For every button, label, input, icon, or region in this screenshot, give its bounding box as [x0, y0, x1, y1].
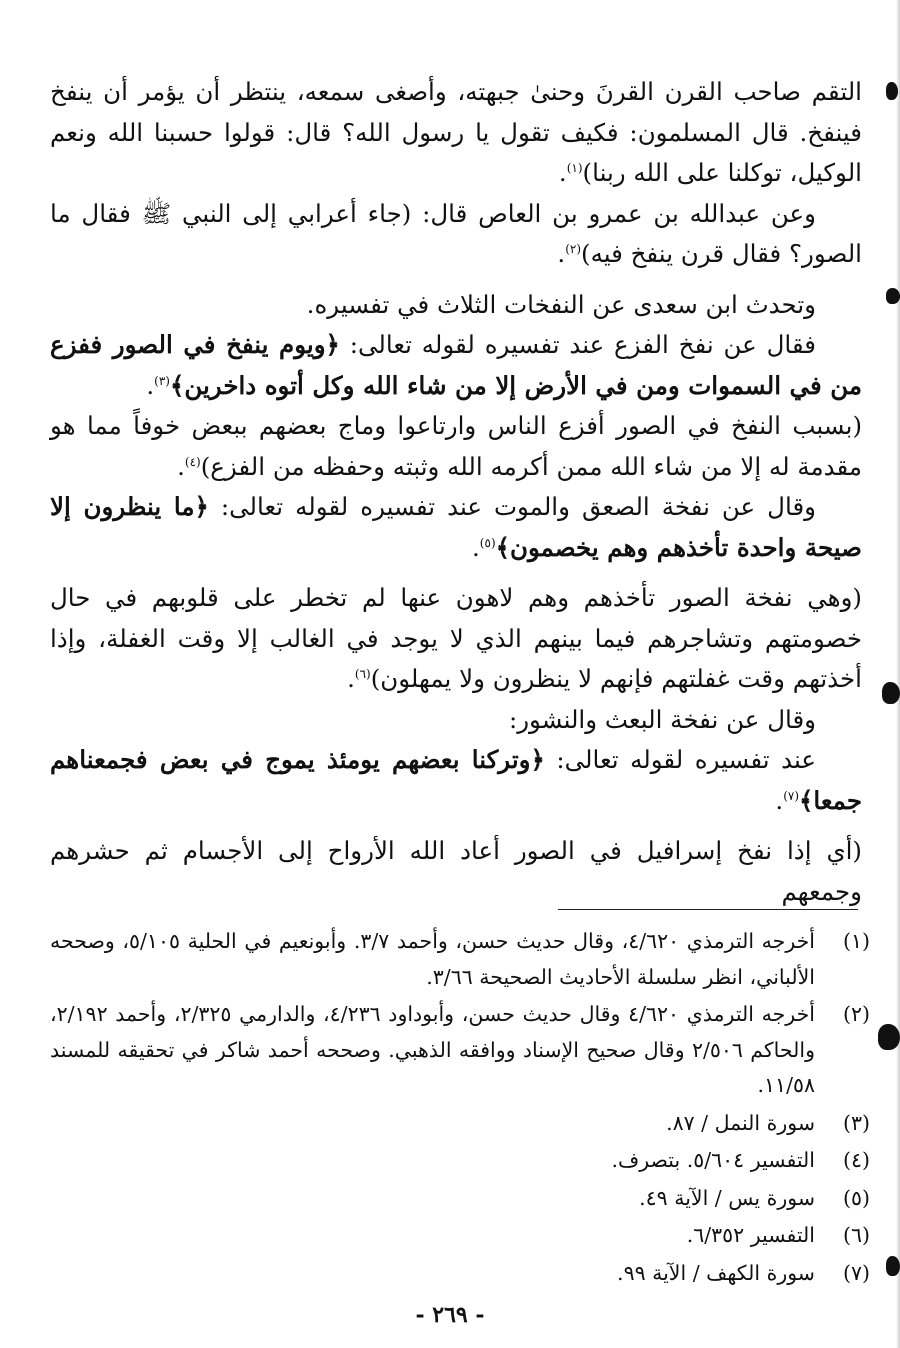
paragraph-6 [50, 487, 862, 568]
footnote-ref-1: (١) [566, 160, 583, 175]
footnote-number: (٣) [842, 1110, 870, 1135]
scan-blot-mark [886, 288, 900, 304]
paragraph-5-text: (بسبب النفخ في الصور أفزع الناس وارتاعوا وماج بعضهم ببعض خوفاً مما هو مقدمة له إلا من شاء الله ممن أكرمه الله وثبته وحفظه من الفزع) [50, 411, 862, 481]
paragraph-7-end: . [347, 664, 355, 693]
footnote-text: التفسير ٥/٦٠٤. بتصرف. [611, 1148, 815, 1172]
page-edge-shadow [896, 0, 900, 1348]
scan-blot-mark [886, 82, 898, 100]
paragraph-2 [50, 194, 862, 275]
paragraph-4-end: . [146, 370, 155, 400]
footnote-separator [558, 909, 858, 910]
quran-quote-1: ﴿ويوم ينفخ في الصور ففزع من في السموات ومن في الأرض إلا من شاء الله وكل أتوه داخرين﴾ [50, 330, 862, 400]
footnote-text: التفسير ٦/٣٥٢. [686, 1223, 815, 1247]
paragraph-9 [50, 740, 862, 821]
footnote-text: سورة الكهف / الآية ٩٩. [617, 1260, 815, 1285]
footnote-3 [50, 1106, 870, 1142]
footnote-4 [50, 1143, 870, 1179]
footnote-text: سورة النمل / ٨٧. [666, 1110, 815, 1135]
paragraph-7 [50, 578, 862, 700]
footnote-ref-4: (٤) [184, 454, 201, 469]
footnote-ref-3: (٣) [154, 373, 170, 388]
scan-blot-mark [882, 682, 900, 704]
footnote-text: أخرجه الترمذي ٤/٦٢٠، وقال حديث حسن، وأحمد ٣/٧. وأبونعيم في الحلية ٥/١٠٥، وصححه الألباني، انظر سلسلة الأحاديث الصحيحة ٣/٦٦. [50, 929, 815, 989]
paragraph-1-end: . [558, 158, 567, 187]
footnote-number: (٤) [842, 1148, 870, 1172]
paragraph-4 [50, 325, 862, 406]
footnote-5 [50, 1181, 870, 1217]
footnote-6 [50, 1218, 870, 1254]
paragraph-5-end: . [177, 451, 185, 481]
footnote-ref-7: (٧) [783, 788, 800, 803]
footnote-text: أخرجه الترمذي ٤/٦٢٠ وقال حديث حسن، وأبوداود ٤/٢٣٦، والدارمي ٢/٣٢٥، وأحمد ٢/١٩٢، والحاكم ٢/٥٠٦ وقال صحيح الإسناد ووافقه الذهبي. وصححه أحمد شاكر في تحقيقه للمسند ١١/٥٨. [50, 1002, 815, 1097]
paragraph-2-text: وعن عبدالله بن عمرو بن العاص قال: (جاء أعرابي إلى النبي ﷺ فقال ما الصور؟ فقال قرن ينفخ فيه) [50, 198, 862, 268]
paragraph-9-intro: عند تفسيره لقوله تعالى: [544, 745, 817, 774]
footnote-text: سورة يس / الآية ٤٩. [639, 1185, 815, 1210]
scan-blot-mark [886, 1256, 900, 1276]
paragraph-6-intro: وقال عن نفخة الصعق والموت عند تفسيره لقوله تعالى: [208, 492, 816, 521]
main-body-text [50, 72, 862, 912]
paragraph-3: وتحدث ابن سعدى عن النفخات الثلاث في تفسيره. [306, 289, 816, 319]
paragraph-10: (أي إذا نفخ إسرافيل في الصور أعاد الله الأرواح إلى الأجسام ثم حشرهم وجمعهم [50, 836, 862, 906]
footnote-ref-6: (٦) [354, 666, 371, 681]
footnotes-section [50, 924, 870, 1291]
paragraph-7-text: (وهي نفخة الصور تأخذهم وهم لاهون عنها لم تخطر على قلوبهم في حال خصومتهم وتشاجرهم فيما بينهم الذي لا يوجد في الغالب إلا وقت الغفلة، وإذا أخذتهم وقت غفلتهم فإنهم لا ينظرون ولا يمهلون) [50, 583, 862, 693]
paragraph-5 [50, 406, 862, 487]
scan-blot-mark [878, 1024, 900, 1050]
footnote-number: (٦) [842, 1223, 870, 1247]
footnote-1 [50, 924, 870, 995]
paragraph-4-intro: فقال عن نفخ الفزع عند تفسيره لقوله تعالى: [339, 330, 816, 359]
paragraph-1-text: التقم صاحب القرن القرنَ وحنىٰ جبهته، وأصغى سمعه، ينتظر أن يؤمر أن ينفخ فينفخ. قال المسلمون: فكيف تقول يا رسول الله؟ قال: قولوا حسبنا الله ونعم الوكيل، توكلنا على الله ربنا) [50, 77, 862, 187]
footnote-number: (١) [842, 929, 870, 953]
footnote-ref-2: (٢) [565, 241, 582, 256]
paragraph-8: وقال عن نفخة البعث والنشور: [508, 704, 816, 734]
paragraph-6-end: . [472, 532, 480, 562]
footnote-number: (٢) [842, 1002, 870, 1026]
footnote-number: (٧) [842, 1260, 870, 1285]
footnote-7 [50, 1256, 870, 1292]
footnote-2 [50, 997, 870, 1104]
quran-quote-2: ﴿ما ينظرون إلا صيحة واحدة تأخذهم وهم يخصمون﴾ [50, 492, 862, 562]
footnote-number: (٥) [842, 1185, 870, 1210]
paragraph-9-end: . [775, 785, 784, 815]
page-number: - ٢٦٩ - [415, 1302, 485, 1328]
paragraph-2-end: . [557, 239, 566, 268]
paragraph-1 [50, 72, 862, 194]
quran-quote-3: ﴿وتركنا بعضهم يومئذ يموج في بعض فجمعناهم جمعا﴾ [50, 745, 862, 815]
footnote-ref-5: (٥) [479, 535, 496, 550]
